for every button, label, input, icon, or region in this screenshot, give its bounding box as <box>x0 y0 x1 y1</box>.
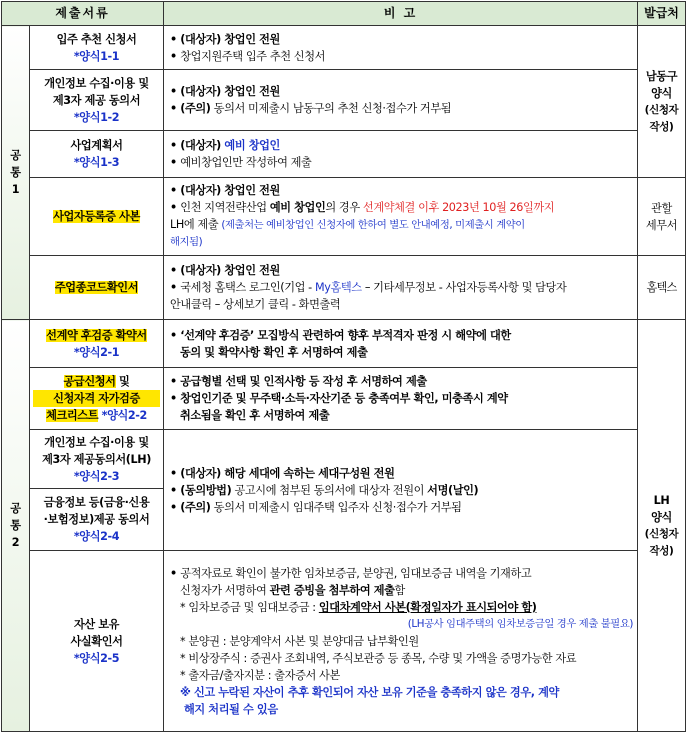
note-cell: • ‘선계약 후검증’ 모집방식 관련하여 향후 부적격자 판정 시 해약에 대한 동의 및 확약사항 확인 후 서명하여 제출 <box>164 320 638 368</box>
header-note: 비 고 <box>164 2 638 26</box>
note-cell: • (대상자) 창업인 전원 • 국세청 홈택스 로그인(기업 - My홈텍스 – 기타세무정보 - 사업자등록사항 및 담당자 안내클릭 – 상세보기 클릭 - 화면출력 <box>164 256 638 320</box>
form-number: *양식2-2 <box>98 409 147 422</box>
group-label-common-1: 공 통 1 <box>2 26 30 320</box>
form-number: *양식2-1 <box>73 345 120 359</box>
note-cell: • 공적자료로 확인이 불가한 임차보증금, 분양권, 임대보증금 내역을 기재하고 신청자가 서명하여 관련 증빙을 첨부하여 제출함 * 임차보증금 및 임대보증금 : 임대차계약서 사본(확정일자가 표시되어야 함) (LH공사 임대주택의 임차보증금일 경우 제출 불필요) * 분양권 : 분양계약서 사본 및 분양대금 납부확인원 * 비상장주식 : 증권사 조회내역, 주식보관증 등 종목, 수량 및 가액을 증명가능한 자료 * 출자금/출자지분 : 출자증서 사본 ※ 신고 누락된 자산이 추후 확인되어 자산 보유 기준을 충족하지 않은 경우, 계약 해지 처리될 수 있음 <box>164 551 638 732</box>
header-issuer: 발급처 <box>638 2 686 26</box>
issuer-tax-office: 관할 세무서 <box>638 178 686 256</box>
doc-name: 선계약 후검증 확약서 *양식2-1 <box>30 320 164 368</box>
group-label-common-2: 공 통 2 <box>2 320 30 732</box>
issuer-hometax: 홈텍스 <box>638 256 686 320</box>
form-number: *양식2-4 <box>73 530 120 543</box>
form-number: *양식1-2 <box>73 110 120 124</box>
doc-name: 개인정보 수집·이용 및 제3자 제공동의서(LH) *양식2-3 <box>30 430 164 489</box>
doc-name: 금융정보 등(금융·신용 ·보험정보)제공 동의서 *양식2-4 <box>30 489 164 551</box>
table-header <box>2 2 686 26</box>
doc-name: 사업자등록증 사본 <box>30 178 164 256</box>
table-row <box>2 131 686 178</box>
doc-name: 입주 추천 신청서 *양식1-1 <box>30 26 164 70</box>
doc-name: 개인정보 수집·이용 및 제3자 제공 동의서 *양식1-2 <box>30 70 164 131</box>
form-number: *양식1-3 <box>73 156 120 169</box>
note-cell: • (대상자) 창업인 전원 • (주의) 동의서 미제출시 남동구의 추천 신청·접수가 거부됨 <box>164 70 638 131</box>
table-row <box>2 178 686 256</box>
issuer-namdong: 남동구 양식 (신청자 작성) <box>638 26 686 178</box>
form-number: *양식2-5 <box>73 651 120 665</box>
note-cell: • (대상자) 창업인 전원 • 인천 지역전략산업 예비 창업인의 경우 선계약체결 이후 2023년 10월 26일까지 LH에 제출 (제출처는 예비창업인 신청자에 한하여 별도 안내예정, 미제출시 계약이 해지됨) <box>164 178 638 256</box>
document-table <box>1 1 686 732</box>
note-cell: • (대상자) 창업인 전원 • 창업지원주택 입주 추천 신청서 <box>164 26 638 70</box>
form-number: *양식2-3 <box>73 469 120 483</box>
form-number: *양식1-1 <box>73 49 120 63</box>
doc-name: 공급신청서 및 신청자격 자가검증 체크리스트 *양식2-2 <box>30 368 164 430</box>
table-row <box>2 26 686 70</box>
table-row <box>2 256 686 320</box>
table-row <box>2 551 686 732</box>
note-cell: • (대상자) 해당 세대에 속하는 세대구성원 전원 • (동의방법) 공고시에 첨부된 동의서에 대상자 전원이 서명(날인) • (주의) 동의서 미제출시 임대주택 입주자 신청·접수가 거부됨 <box>164 430 638 551</box>
doc-name: 사업계획서 *양식1-3 <box>30 131 164 178</box>
note-cell: • 공급형별 선택 및 인적사항 등 작성 후 서명하여 제출 • 창업인기준 및 무주택·소득·자산기준 등 충족여부 확인, 미충족시 계약 취소됨을 확인 후 서명하여 제출 <box>164 368 638 430</box>
issuer-lh: LH 양식 (신청자 작성) <box>638 320 686 732</box>
doc-name: 주업종코드확인서 <box>30 256 164 320</box>
table-row <box>2 430 686 489</box>
doc-name: 자산 보유 사실확인서 *양식2-5 <box>30 551 164 732</box>
header-docs: 제출서류 <box>2 2 164 26</box>
table-row <box>2 70 686 131</box>
note-cell: • (대상자) 예비 창업인 • 예비창업인만 작성하여 제출 <box>164 131 638 178</box>
table-row <box>2 368 686 430</box>
table-row <box>2 320 686 368</box>
